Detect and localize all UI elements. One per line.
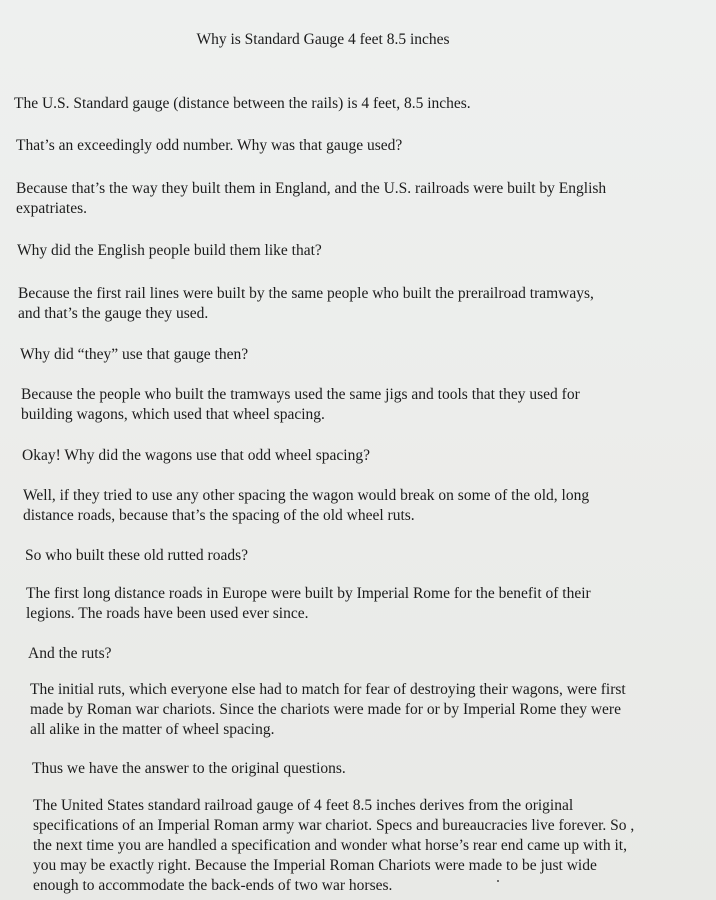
- paragraph-line: Well, if they tried to use any other spacing the wagon would break on some of the old, long: [23, 487, 590, 504]
- paragraph-line: specifications of an Imperial Roman army war chariot. Specs and bureaucracies live forever. So ,: [33, 817, 635, 834]
- paragraph-14: [32, 759, 346, 779]
- paragraph-12: [28, 644, 112, 664]
- paragraph-line: the next time you are handled a specification and wonder what horse’s rear end came up with it,: [33, 837, 627, 854]
- paragraph-11: [26, 584, 591, 624]
- paragraph-line: So who built these old rutted roads?: [25, 547, 248, 564]
- paragraph-line: Because the people who built the tramways used the same jigs and tools that they used for: [21, 386, 580, 403]
- paragraph-line: Why did the English people build them like that?: [17, 242, 322, 259]
- paragraph-line: legions. The roads have been used ever since.: [26, 605, 309, 622]
- document-title: Why is Standard Gauge 4 feet 8.5 inches: [196, 31, 450, 48]
- paragraph-line: The initial ruts, which everyone else had to match for fear of destroying their wagons, were first: [30, 681, 626, 698]
- paragraph-line: and that’s the gauge they used.: [18, 305, 209, 322]
- paragraph-line: And the ruts?: [28, 645, 112, 662]
- paragraph-line: The first long distance roads in Europe were built by Imperial Rome for the benefit of their: [26, 585, 591, 602]
- paragraph-line: Okay! Why did the wagons use that odd wheel spacing?: [22, 447, 370, 464]
- paragraph-10: [25, 546, 248, 566]
- paragraph-line: made by Roman war chariots. Since the chariots were made for or by Imperial Rome they were: [30, 701, 621, 718]
- paragraph-line: building wagons, which used that wheel spacing.: [21, 406, 325, 423]
- paragraph-6: [20, 345, 248, 365]
- paragraph-line: Because the first rail lines were built by the same people who built the prerailroad tramways,: [18, 285, 594, 302]
- paragraph-5: [18, 284, 594, 324]
- paragraph-line: you may be exactly right. Because the Imperial Roman Chariots were made to be just wide: [33, 857, 597, 874]
- paragraph-3: [16, 179, 606, 219]
- paragraph-line: Why did “they” use that gauge then?: [20, 346, 249, 363]
- paragraph-line: Thus we have the answer to the original questions.: [32, 760, 346, 777]
- paragraph-1: [14, 94, 471, 114]
- paragraph-line: The United States standard railroad gauge of 4 feet 8.5 inches derives from the original: [33, 797, 574, 814]
- paragraph-line: enough to accommodate the back-ends of two war horses.: [33, 877, 393, 894]
- paragraph-4: [17, 241, 322, 261]
- paragraph-8: [22, 446, 370, 466]
- paragraph-line: distance roads, because that’s the spacing of the old wheel ruts.: [23, 507, 415, 524]
- paragraph-line: expatriates.: [16, 200, 88, 217]
- paragraph-7: [21, 385, 580, 425]
- paragraph-line: That’s an exceedingly odd number. Why was that gauge used?: [16, 137, 403, 154]
- paragraph-9: [23, 486, 589, 526]
- paragraph-line: Because that’s the way they built them in England, and the U.S. railroads were built by English: [16, 180, 607, 197]
- paragraph-line: all alike in the matter of wheel spacing.: [30, 721, 275, 738]
- paragraph-15: [33, 796, 634, 896]
- paragraph-13: [30, 680, 626, 740]
- paragraph-2: [16, 136, 402, 156]
- paragraph-line: The U.S. Standard gauge (distance between the rails) is 4 feet, 8.5 inches.: [14, 95, 471, 112]
- ink-speck: [497, 880, 499, 882]
